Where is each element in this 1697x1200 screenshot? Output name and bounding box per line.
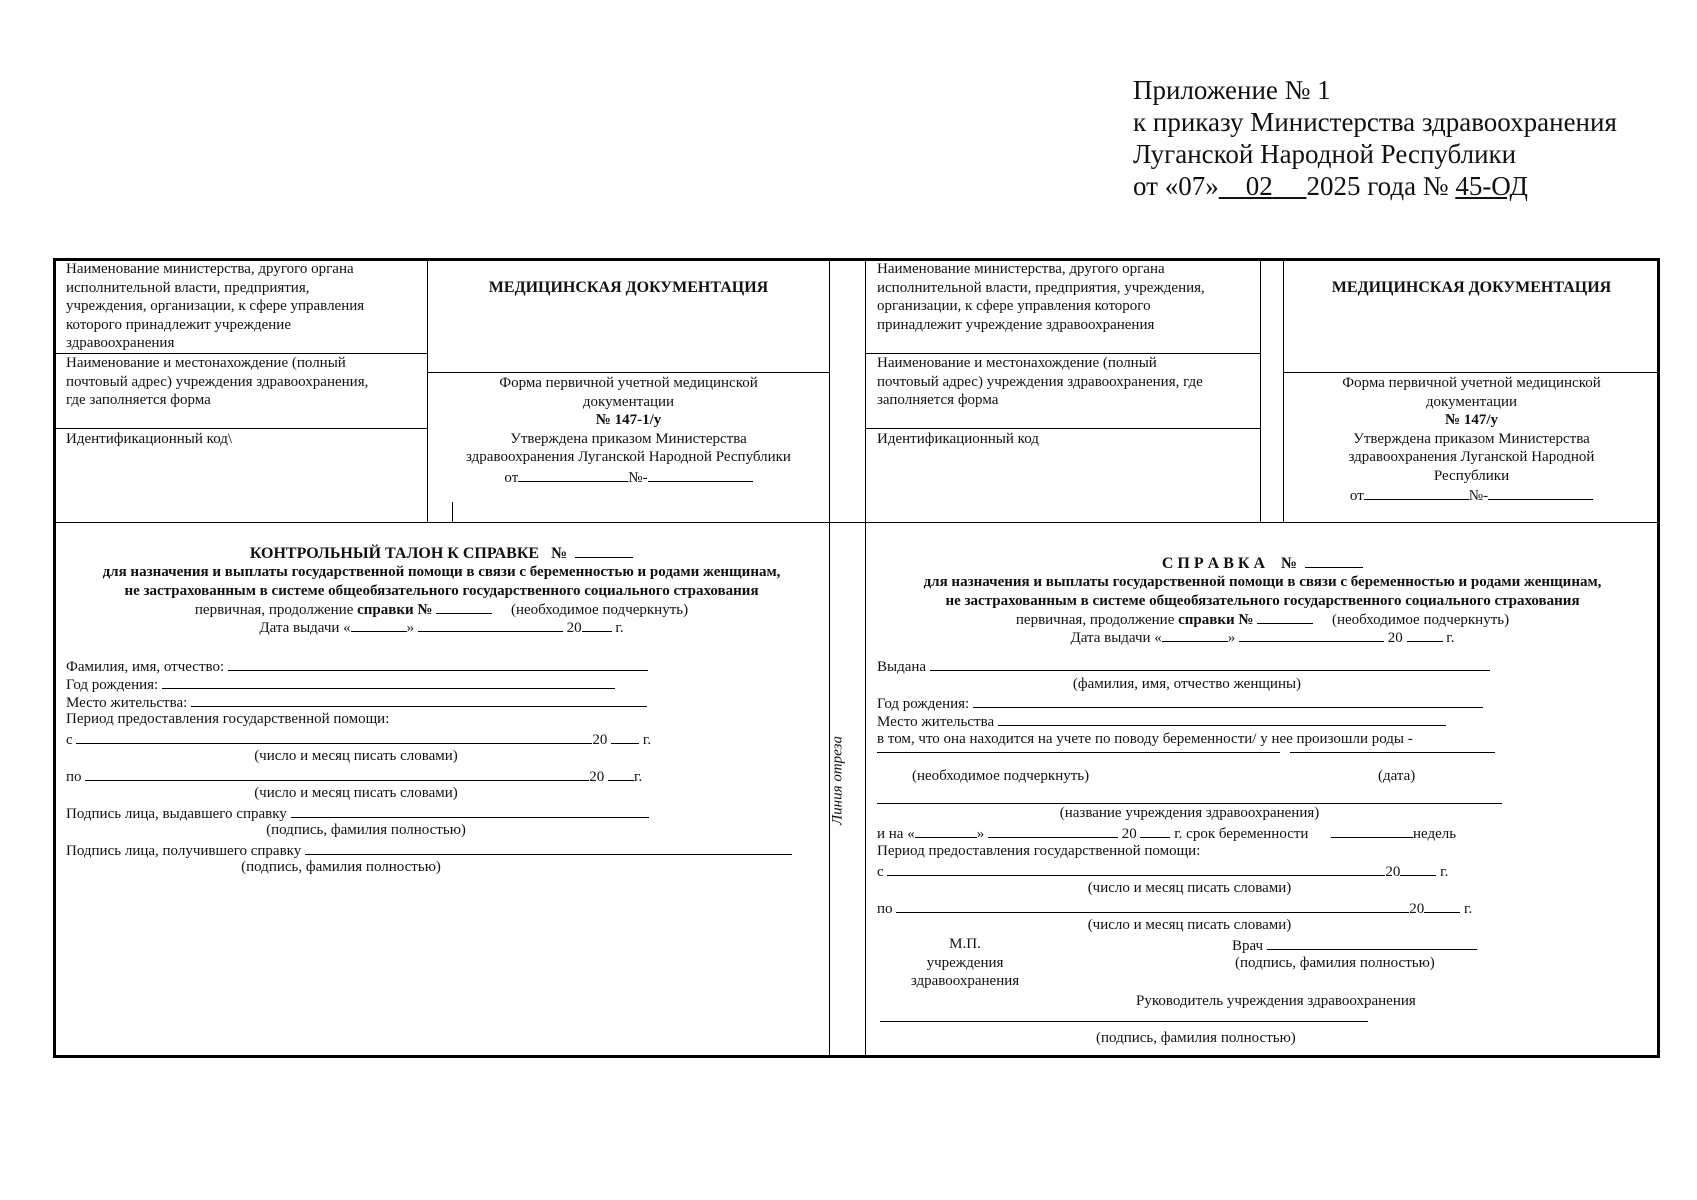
certificate-inst-note: (название учреждения здравоохранения) <box>1059 805 1320 821</box>
right-ministry-label: Наименование министерства, другого органа исполнительной власти, предприятия, учреждения, организации, к сфере управления которого принадлежит учреждение здравоохранения <box>877 261 1205 333</box>
appendix-date-line <box>1133 170 1617 202</box>
right-header-divider-1 <box>1260 259 1261 522</box>
left-meddoc-bottom <box>427 372 829 373</box>
certificate-subtitle: для назначения и выплаты государственной помощи в связи с беременностью и родами женщинам, не застрахованным в системе общеобязательного государственного социального страхования <box>923 574 1602 609</box>
right-med-doc-title: МЕДИЦИНСКАЯ ДОКУМЕНТАЦИЯ <box>1331 279 1612 296</box>
coupon-period-from[interactable]: с 20 г. <box>66 729 651 750</box>
certificate-term-field[interactable]: и на « » 20 г. срок беременности недель <box>877 823 1456 844</box>
appendix-republic-line: Луганской Народной Республики <box>1133 139 1517 169</box>
certificate-kind: первичная, продолжение справки № (необходимое подчеркнуть) <box>866 609 1659 630</box>
coupon-period-to[interactable]: по 20 г. <box>66 766 642 787</box>
certificate-head-sign-note: (подпись, фамилия полностью) <box>1096 1030 1296 1046</box>
certificate-underline-note: (необходимое подчеркнуть) <box>912 768 1090 784</box>
coupon-subtitle: для назначения и выплаты государственной помощи в связи с беременностью и родами женщинам, не застрахованным в системе общеобязательного государственного социального страхования <box>102 564 781 599</box>
cut-separator-left <box>829 259 830 1056</box>
certificate-birth-field[interactable]: Год рождения: <box>877 693 1483 714</box>
certificate-residence-field[interactable]: Место жительства <box>877 711 1446 732</box>
left-form-number: № 147-1/у <box>595 412 662 428</box>
header-bottom-line <box>54 522 1659 523</box>
coupon-issue-date: Дата выдачи « » 20 г. <box>54 617 829 638</box>
appendix-date-year: 2025 года № <box>1306 171 1449 201</box>
left-med-doc-title: МЕДИЦИНСКАЯ ДОКУМЕНТАЦИЯ <box>488 279 769 296</box>
coupon-words-note-2: (число и месяц писать словами) <box>254 785 458 801</box>
appendix-date-month: 02 <box>1245 171 1273 201</box>
appendix-order-number: 45-ОД <box>1455 171 1528 201</box>
left-form-info: Форма первичной учетной медицинской документации № 147-1/у Утверждена приказом Министерства здравоохранения Луганской Народной Республики от №- <box>428 374 829 487</box>
certificate-statement: в том, что она находится на учете по поводу беременности/ у нее произошли роды - <box>877 731 1413 747</box>
certificate-words-note-2: (число и месяц писать словами) <box>1087 917 1292 933</box>
coupon-fio-field[interactable]: Фамилия, имя, отчество: <box>66 656 648 677</box>
right-meddoc-bottom <box>1283 372 1659 373</box>
coupon-receiver-sign[interactable]: Подпись лица, получившего справку <box>66 840 792 861</box>
coupon-sign-note-2: (подпись, фамилия полностью) <box>241 859 441 875</box>
certificate-period-from[interactable]: с 20 г. <box>877 861 1448 882</box>
left-institution-bottom <box>54 428 427 429</box>
certificate-period-label: Период предоставления государственной помощи: <box>877 843 1201 859</box>
coupon-title: КОНТРОЛЬНЫЙ ТАЛОН К СПРАВКЕ № <box>54 543 829 564</box>
cut-line-label: Линия отреза <box>829 736 846 825</box>
certificate-fio-note: (фамилия, имя, отчество женщины) <box>1072 676 1302 692</box>
coupon-residence-field[interactable]: Место жительства: <box>66 692 647 713</box>
certificate-words-note-1: (число и месяц писать словами) <box>1087 880 1292 896</box>
coupon-kind: первичная, продолжение справки № (необходимое подчеркнуть) <box>54 599 829 620</box>
coupon-issuer-sign[interactable]: Подпись лица, выдавшего справку <box>66 803 649 824</box>
certificate-date-note: (дата) <box>1378 768 1416 784</box>
coupon-birth-field[interactable]: Год рождения: <box>66 674 615 695</box>
certificate-head-label: Руководитель учреждения здравоохранения <box>1136 993 1416 1009</box>
coupon-sign-note-1: (подпись, фамилия полностью) <box>266 822 466 838</box>
appendix-title: Приложение № 1 <box>1133 75 1331 105</box>
appendix-header <box>1133 74 1617 202</box>
right-institution-bottom <box>865 428 1260 429</box>
coupon-words-note-1: (число и месяц писать словами) <box>254 748 458 764</box>
certificate-date-underline[interactable] <box>1290 752 1495 753</box>
cut-separator-right <box>865 259 866 1056</box>
certificate-doctor-sign[interactable]: Врач <box>1232 935 1477 956</box>
certificate-doctor-sign-note: (подпись, фамилия полностью) <box>1235 955 1435 971</box>
right-institution-label: Наименование и местонахождение (полный почтовый адрес) учреждения здравоохранения, где заполняется форма <box>877 355 1203 408</box>
right-form-info: Форма первичной учетной медицинской документации № 147/у Утверждена приказом Министерства здравоохранения Луганской Народной Республики от №- <box>1284 374 1659 506</box>
certificate-period-to[interactable]: по 20 г. <box>877 898 1472 919</box>
certificate-title: С П Р А В К А № <box>866 553 1659 574</box>
left-stub-tick <box>452 502 453 522</box>
certificate-head-sign-underline[interactable] <box>880 1021 1368 1022</box>
appendix-order-line: к приказу Министерства здравоохранения <box>1133 107 1617 137</box>
appendix-date-day: от «07» <box>1133 171 1219 201</box>
right-form-number: № 147/у <box>1445 412 1498 428</box>
right-id-code-label: Идентификационный код <box>877 431 1039 447</box>
left-ministry-label: Наименование министерства, другого органа исполнительной власти, предприятия, учреждения, организации, к сфере управления которого принадлежит учреждение здравоохранения <box>66 261 365 351</box>
certificate-issued-to-field[interactable]: Выдана <box>877 656 1490 677</box>
left-institution-label: Наименование и местонахождение (полный почтовый адрес) учреждения здравоохранения, где заполняется форма <box>66 355 369 408</box>
left-id-code-label: Идентификационный код\ <box>66 431 233 447</box>
certificate-issue-date: Дата выдачи « » 20 г. <box>866 627 1659 648</box>
certificate-status-underline[interactable] <box>877 752 1280 753</box>
certificate-stamp-label: М.П. учреждения здравоохранения <box>910 936 1020 989</box>
coupon-period-label: Период предоставления государственной помощи: <box>66 711 390 727</box>
